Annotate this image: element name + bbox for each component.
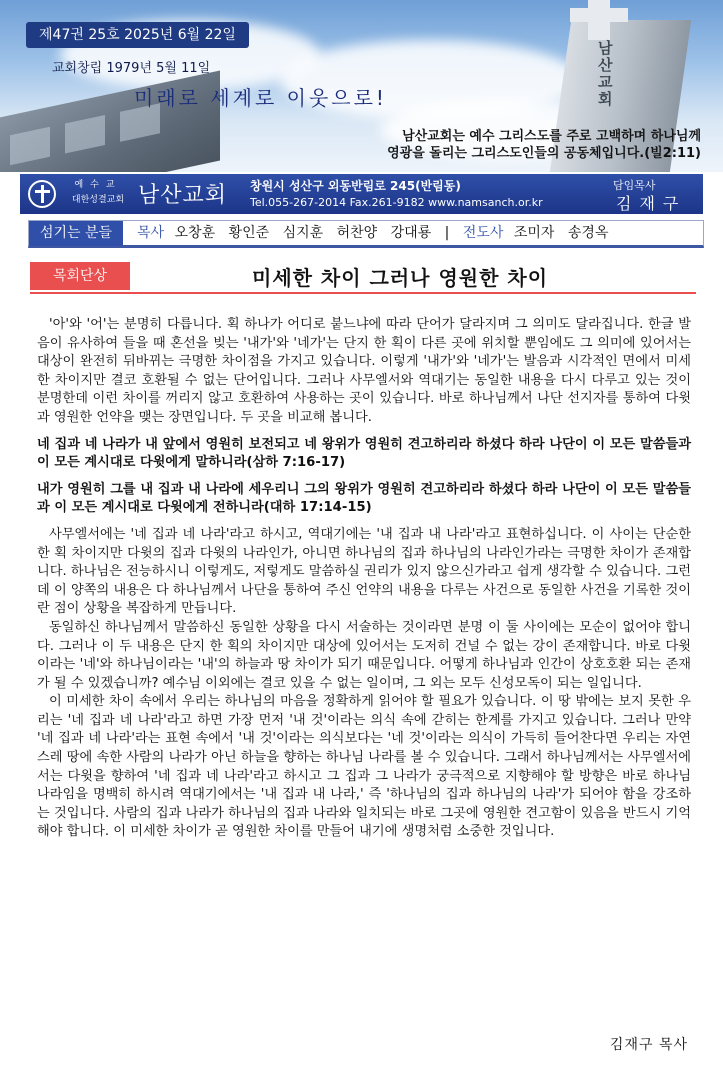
servants-separator: |: [444, 225, 450, 241]
mission-line: 남산교회는 예수 그리스도를 주로 고백하며 하나님께: [402, 129, 701, 144]
servant-role: 목사: [137, 225, 165, 241]
article-paragraph: 동일하신 하나님께서 말씀하신 동일한 상황을 다시 서술하는 것이라면 분명 이 둘 사이에는 모순이 없어야 합니다. 그러나 이 두 내용은 단지 한 획의 차이지만 대상에 있어서는 도저히 건널 수 없는 강이 존재합니다. 바로 다윗이라는 '네'와 하나님이라는 '내'의 하늘과 땅 차이가 되기 때문입니다. 어떻게 하나님과 인간이 상호호환 되는 존재가 될 수 있겠습니까? 예수님 이외에는 결코 있을 수 없는 일이며, 그 외는 모두 신성모독이 되는 일입니다.: [37, 619, 691, 691]
church-contact: Tel.055-267-2014 Fax.261-9182 www.namsanch.or.kr: [250, 196, 543, 209]
servants-list: [137, 221, 617, 246]
author-signature: 김재구 목사: [609, 1037, 688, 1053]
denomination-top: 예수교: [74, 180, 122, 190]
mission-line: 영광을 돌리는 그리스도인들의 공동체입니다.(빌2:11): [387, 146, 701, 161]
servant-role: 전도사: [462, 225, 504, 241]
title-divider: [30, 292, 696, 294]
church-info-bar: [20, 174, 703, 214]
servants-row: [28, 220, 704, 248]
scripture-quote: 내가 영원히 그를 내 집과 내 나라에 세우리니 그의 왕위가 영원히 견고하리라 하셨다 하라 나단이 이 모든 말씀들과 이 모든 계시대로 다윗에게 전하니라(대하 17:14-15): [37, 481, 691, 516]
servant-name: 허찬양: [336, 225, 378, 241]
servant-name: 강대룡: [390, 225, 432, 241]
scripture-quote: 네 집과 네 나라가 내 앞에서 영원히 보전되고 네 왕위가 영원히 견고하리라 하셨다 하라 나단이 이 모든 말씀들과 이 모든 계시대로 다윗에게 말하니라(삼하 7:16-17): [37, 436, 691, 471]
denomination-bottom: 대한성결교회: [71, 195, 125, 205]
pastor-label: 담임목사: [613, 179, 656, 192]
servant-name: 오창훈: [174, 225, 216, 241]
tower-sign: 남산교회: [598, 39, 613, 108]
mission-statement: [361, 128, 701, 162]
denomination: [62, 178, 134, 208]
servant-name: 심지훈: [282, 225, 324, 241]
article-body: [37, 316, 691, 842]
article-paragraph: '아'와 '어'는 분명히 다릅니다. 획 하나가 어디로 붙느냐에 따라 단어가 달라지며 그 의미도 달라집니다. 한글 발음이 유사하여 들을 때 혼선을 빚는 '내가'와 '네가'는 단지 한 획이 다른 곳에 위치할 뿐임에도 그 의미에 있어서는 대상이 완전히 뒤바뀌는 극명한 차이점을 가지고 있습니다. 이렇게 '내가'와 '네가'는 발음과 시각적인 면에서 미세한 차이지만 결코 호환될 수 없는 단어입니다. 그러나 사무엘서와 역대기는 동일한 내용을 다시 다루고 있는 것이 분명한데 이런 차이를 꺼리지 않고 호환하여 사용하는 곳이 있습니다. 바로 하나님께서 나단 선지자를 통하여 다윗과 영원한 언약을 맺는 장면입니다. 두 곳을 비교해 봅니다.: [37, 317, 691, 425]
servant-name: 조미자: [513, 225, 555, 241]
issue-info: 제47권 25호 2025년 6월 22일: [26, 22, 249, 48]
servants-label: 섬기는 분들: [29, 221, 123, 246]
servant-name: 황인준: [228, 225, 270, 241]
pastor-name: 김재구: [616, 194, 687, 213]
church-name: 남산교회: [138, 183, 228, 208]
church-address: 창원시 성산구 외동반림로 245(반림동): [250, 179, 461, 193]
servant-name: 송경옥: [567, 225, 609, 241]
church-logo-icon: [28, 180, 56, 208]
article-title: 미세한 차이 그러나 영원한 차이: [252, 266, 549, 290]
founded-date: 교회창립 1979년 5월 11일: [52, 61, 211, 76]
header-banner: [0, 0, 723, 172]
cross-icon-bar: [570, 8, 628, 22]
article-paragraph: 이 미세한 차이 속에서 우리는 하나님의 마음을 정확하게 읽어야 할 필요가 있습니다. 이 땅 밖에는 보지 못한 우리는 '네 집과 네 나라'라고 하면 가장 먼저 '내 것'이라는 의식 속에 갇히는 한계를 가지고 있습니다. 그러나 만약 '네 집과 네 나라'라는 표현 속에서 '내 것'이라는 의식보다는 '네 것'이라는 의식이 가득히 들어찬다면 우리는 자연스레 땅에 속한 사람의 나라가 아닌 하늘을 향하는 하나님 나라를 볼 수 있습니다. 그래서 하나님께서는 사무엘서에서는 다윗을 향하여 '네 집과 네 나라'라고 하시고 그 집과 그 나라가 궁극적으로 지향해야 할 방향은 바로 하나님 나라임을 명백히 하시려 역대기에서는 '내 집과 내 나라,' 즉 '하나님의 집과 하나님의 나라'가 되어야 함을 강조하는 것입니다. 사람의 집과 나라가 하나님의 집과 나라와 일치되는 바로 그곳에 영원한 견고함이 있음을 반드시 기억해야 합니다. 이 미세한 차이가 곧 영원한 차이를 만들어 내기에 생명처럼 소중한 것입니다.: [37, 694, 691, 840]
article-paragraph: 사무엘서에는 '네 집과 네 나라'라고 하시고, 역대기에는 '내 집과 내 나라'라고 표현하십니다. 이 사이는 단순한 한 획 차이지만 다윗의 집과 다윗의 나라인가, 아니면 하나님의 집과 하나님의 나라인가라는 극명한 차이가 존재합니다. 하나님은 전능하시니 이렇게도, 저렇게도 말씀하실 권리가 있지 않으신가라고 쉽게 생각할 수 있습니다. 그런데 이 양쪽의 내용은 다 하나님께서 나단을 통하여 주신 언약의 내용을 다루는 사건으로 동일한 사건을 기록한 것이란 점이 상황을 복잡하게 만듭니다.: [37, 526, 691, 617]
church-motto: 미래로 세계로 이웃으로!: [134, 86, 387, 110]
section-tag: 목회단상: [30, 262, 130, 290]
